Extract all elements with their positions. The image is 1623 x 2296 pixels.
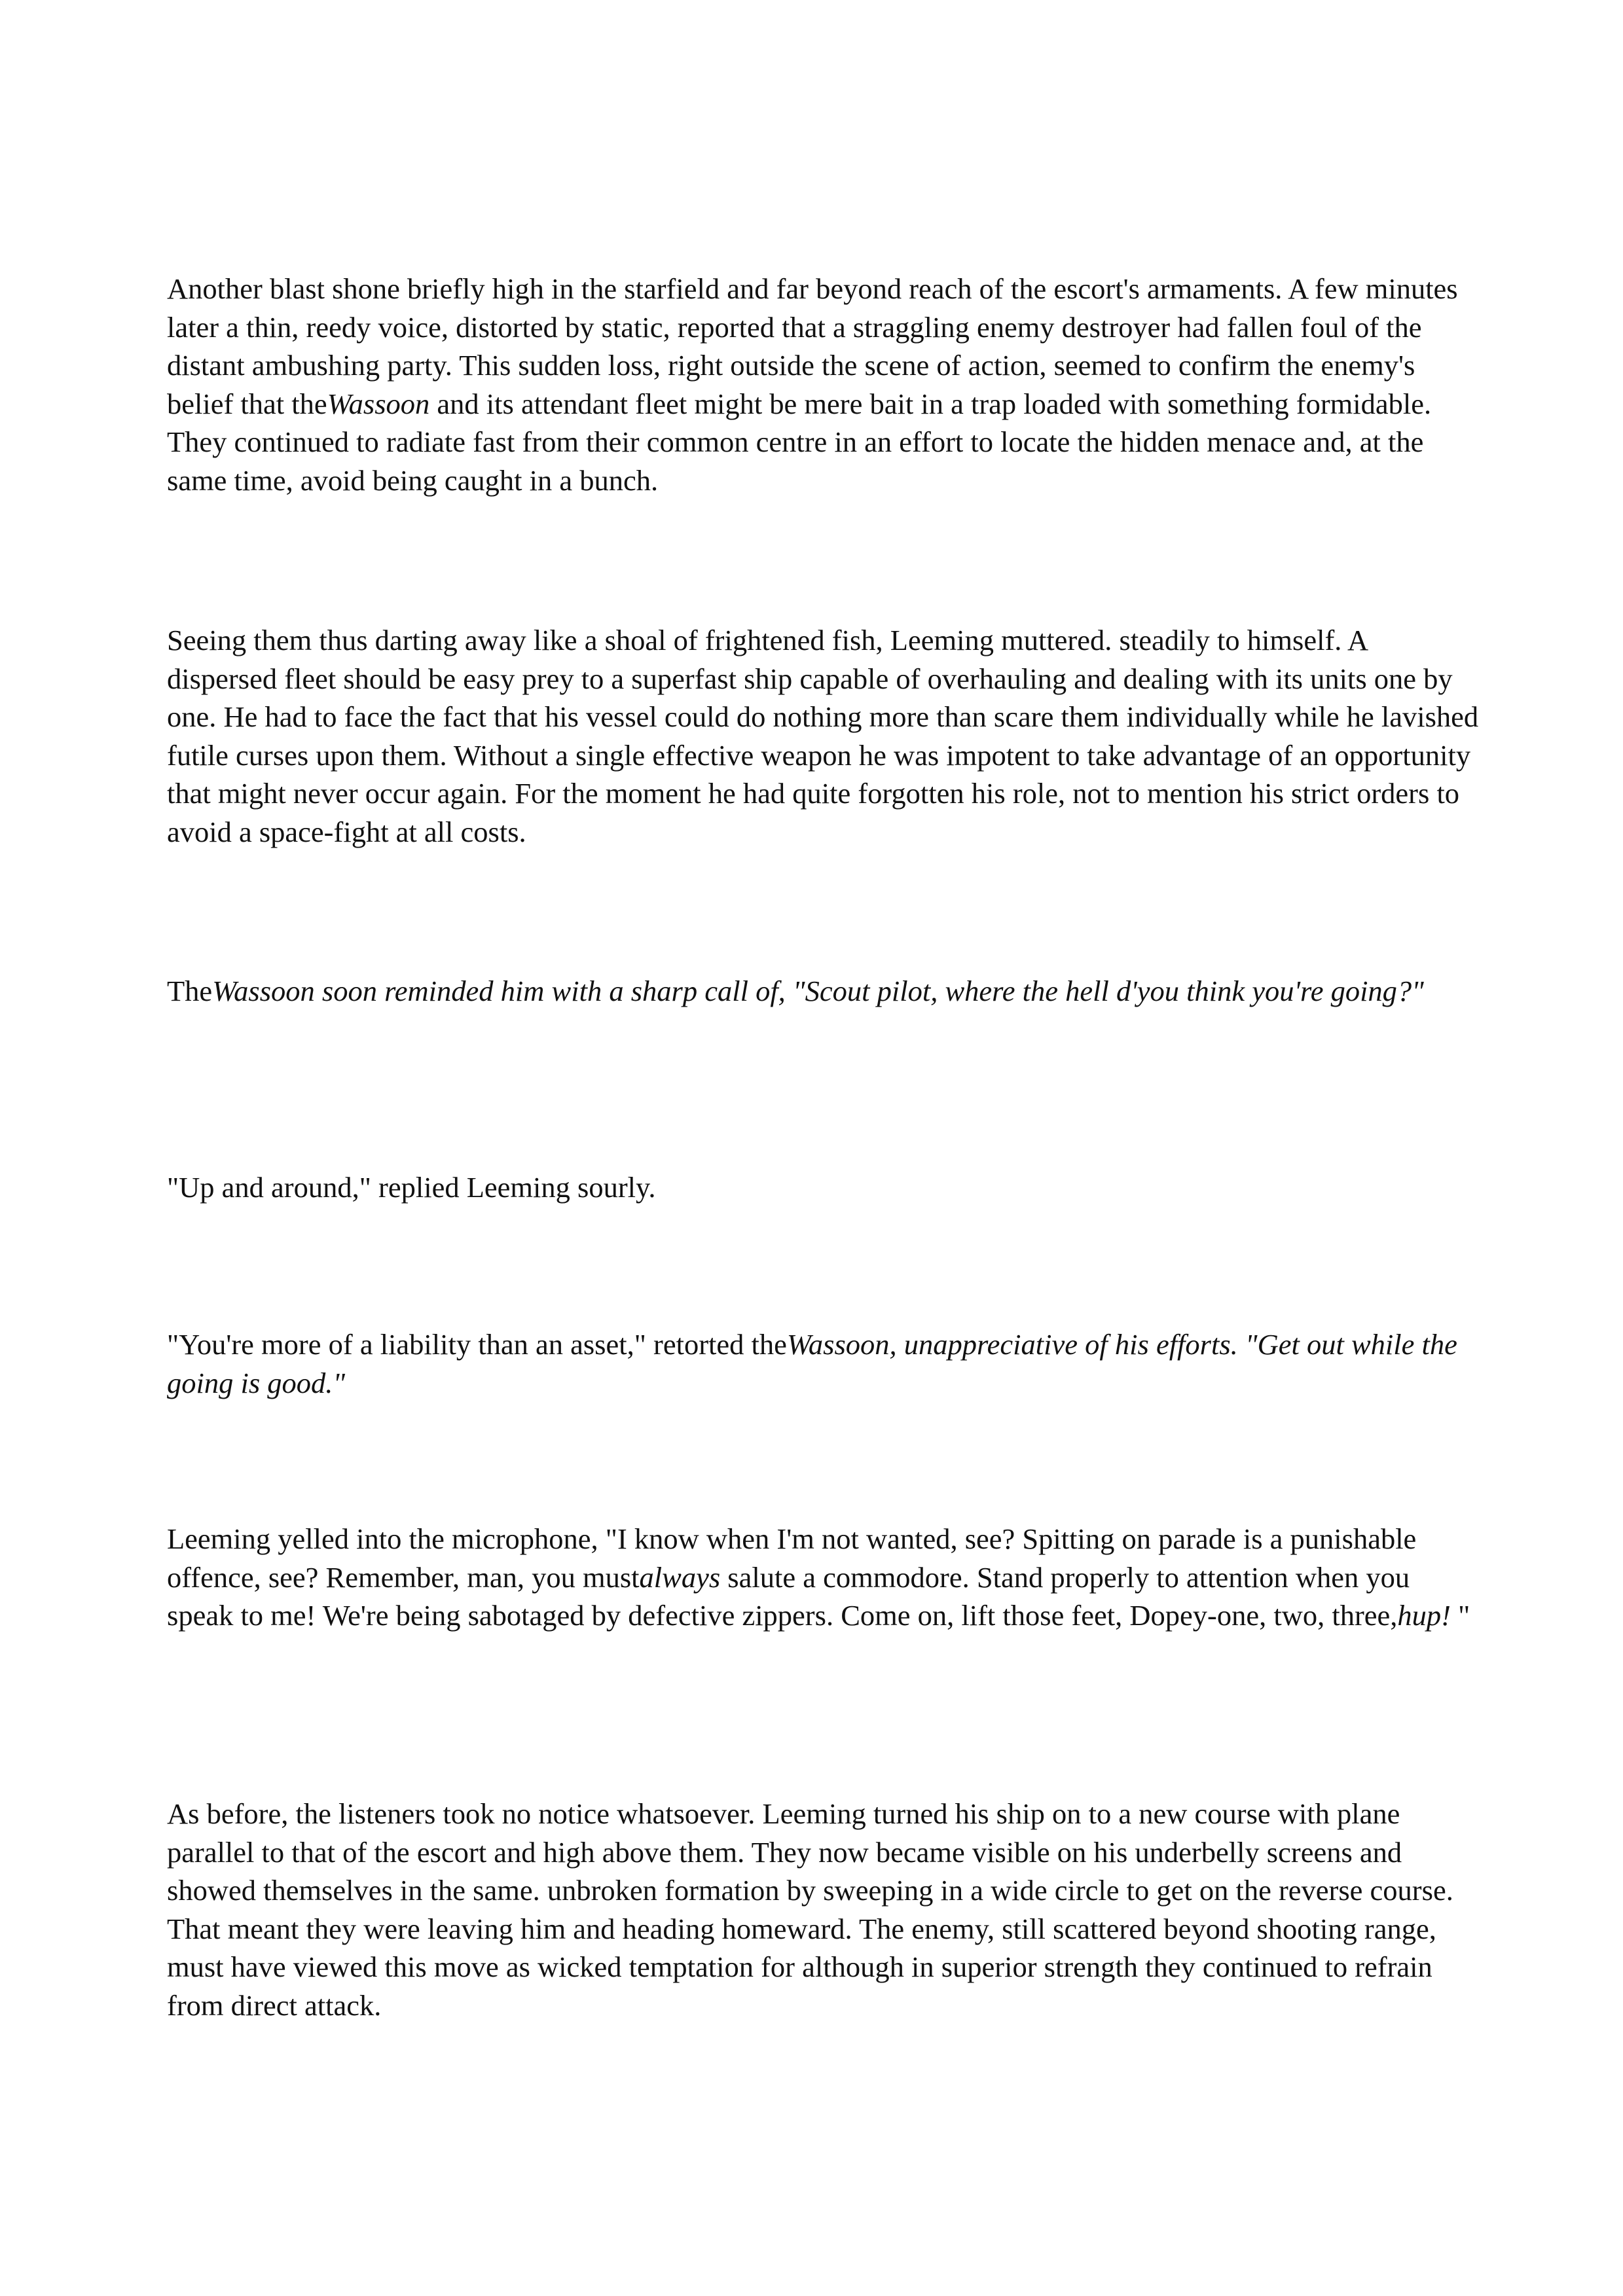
paragraph-1-italic-ship-name: Wassoon: [327, 387, 430, 420]
paragraph-1: [167, 270, 1483, 499]
paragraph-6-italic-always: always: [639, 1560, 721, 1594]
paragraph-5-text-1: "You're more of a liability than an asset," retorted the: [167, 1328, 787, 1361]
paragraph-1-text-2: and its attendant fleet might be mere bait in a trap loaded with something formidable. They continued to radiate fast from their common centre in an effort to locate the hidden menace and, at the same time, avoid being caught in a bunch.: [167, 387, 1432, 497]
paragraph-2: [167, 621, 1483, 851]
paragraph-1-text-1: Another blast shone briefly high in the starfield and far beyond reach of the escort's armaments. A few minutes later a thin, reedy voice, distorted by static, reported that a straggling enemy destroyer had fallen foul of the distant ambushing party. This sudden loss, right outside the scene of action, seemed to confirm the enemy's belief that the: [167, 272, 1458, 420]
paragraph-4-text-1: "Up and around," replied Leeming sourly.: [167, 1171, 656, 1204]
paragraph-3-text-1: The: [167, 975, 213, 1007]
paragraph-6-text-3: ": [1451, 1599, 1470, 1632]
paragraph-5: [167, 1325, 1483, 1402]
paragraph-6-italic-hup: hup!: [1397, 1599, 1451, 1632]
paragraph-6-text-1: Leeming yelled into the microphone, "I know when I'm not wanted, see? Spitting on parade is a punishable offence, see? Remember, man, you must: [167, 1522, 1417, 1594]
paragraph-4: [167, 1168, 1483, 1207]
paragraph-5-italic-text: Wassoon, unappreciative of his efforts. "Get out while the going is good.": [167, 1328, 1457, 1399]
paragraph-6-text-2: salute a commodore. Stand properly to attention when you speak to me! We're being sabotaged by defective zippers. Come on, lift those feet, Dopey-one, two, three,: [167, 1560, 1410, 1632]
paragraph-7-text-1: As before, the listeners took no notice whatsoever. Leeming turned his ship on to a new course with plane parallel to that of the escort and high above them. They now became visible on his underbelly screens and showed themselves in the same. unbroken formation by sweeping in a wide circle to get on the reverse course. That meant they were leaving him and heading homeward. The enemy, still scattered beyond shooting range, must have viewed this move as wicked temptation for although in superior strength they continued to refrain from direct attack.: [167, 1797, 1453, 2022]
paragraph-7: [167, 1795, 1483, 2024]
paragraph-2-text-1: Seeing them thus darting away like a shoal of frightened fish, Leeming muttered. steadily to himself. A dispersed fleet should be easy prey to a superfast ship capable of overhauling and dealing with its units one by one. He had to face the fact that his vessel could do nothing more than scare them individually while he lavished futile curses upon them. Without a single effective weapon he was impotent to take advantage of an opportunity that might never occur again. For the moment he had quite forgotten his role, not to mention his strict orders to avoid a space-fight at all costs.: [167, 624, 1479, 848]
paragraph-6: [167, 1520, 1483, 1635]
paragraph-3-italic-text: Wassoon soon reminded him with a sharp call of, "Scout pilot, where the hell d'you think you're going?": [212, 975, 1424, 1007]
paragraph-3: [167, 972, 1483, 1011]
